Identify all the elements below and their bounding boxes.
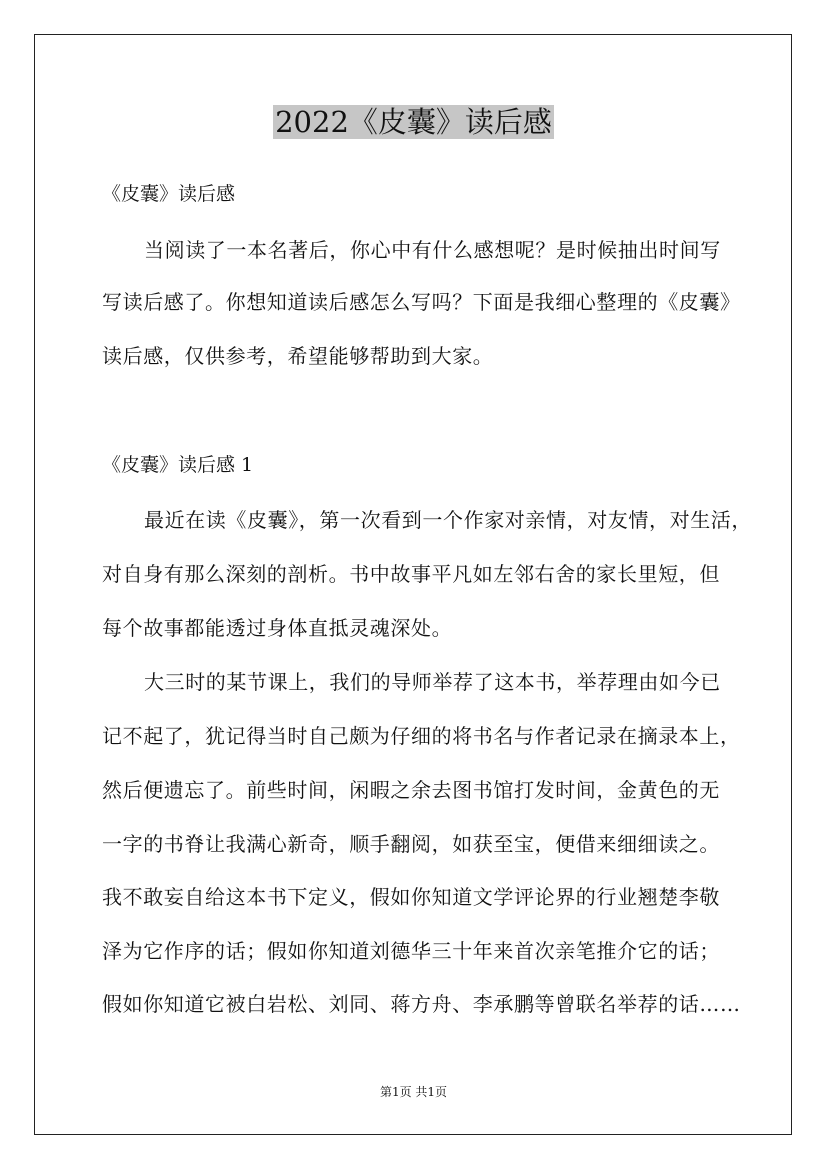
paragraph-line: 记不起了，犹记得当时自己颇为仔细的将书名与作者记录在摘录本上，	[102, 724, 741, 748]
paragraph-line: 假如你知道它被白岩松、刘同、蒋方舟、李承鹏等曾联名举荐的话……	[102, 992, 741, 1016]
intro-line: 写读后感了。你想知道读后感怎么写吗？下面是我细心整理的《皮囊》	[102, 290, 741, 314]
paragraph-line: 我不敢妄自给这本书下定义，假如你知道文学评论界的行业翘楚李敬	[102, 885, 720, 909]
section-heading: 《皮囊》读后感 1	[102, 454, 254, 476]
intro-line: 当阅读了一本名著后，你心中有什么感想呢？是时候抽出时间写	[144, 238, 721, 262]
intro-heading: 《皮囊》读后感	[102, 183, 236, 205]
paragraph-line: 然后便遗忘了。前些时间，闲暇之余去图书馆打发时间，金黄色的无	[102, 778, 720, 802]
paragraph-line: 每个故事都能透过身体直抵灵魂深处。	[102, 616, 453, 640]
paragraph-line: 一字的书脊让我满心新奇，顺手翻阅，如获至宝，便借来细细读之。	[102, 832, 720, 856]
intro-line: 读后感，仅供参考，希望能够帮助到大家。	[102, 344, 494, 368]
document-title-text: 2022《皮囊》读后感	[275, 105, 552, 139]
paragraph-line: 对自身有那么深刻的剖析。书中故事平凡如左邻右舍的家长里短，但	[102, 562, 720, 586]
paragraph-line: 泽为它作序的话；假如你知道刘德华三十年来首次亲笔推介它的话；	[102, 939, 720, 963]
page-footer: 第1页 共1页	[379, 1085, 448, 1099]
paragraph-line: 最近在读《皮囊》，第一次看到一个作家对亲情，对友情，对生活，	[144, 508, 752, 532]
paragraph-line: 大三时的某节课上，我们的导师举荐了这本书，举荐理由如今已	[144, 670, 721, 694]
document-title	[0, 100, 827, 144]
